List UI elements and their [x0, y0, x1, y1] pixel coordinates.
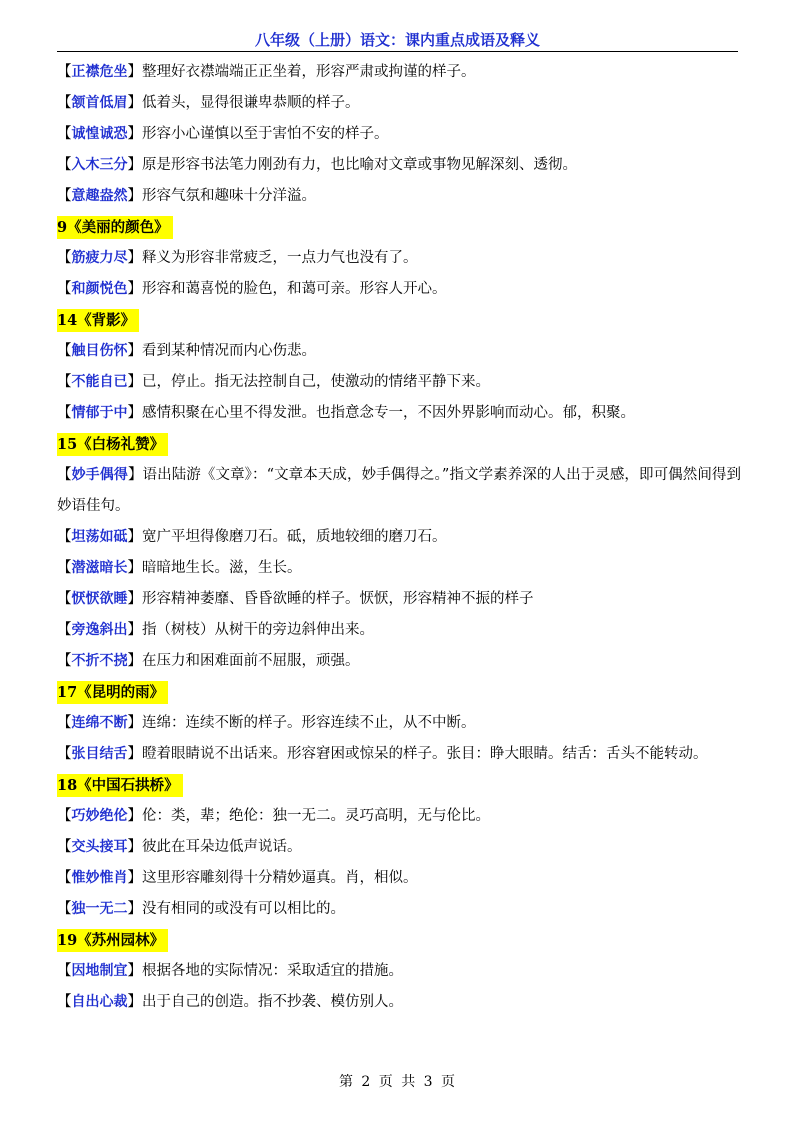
idiom-term: 和颜悦色 — [71, 281, 128, 297]
idiom-entry — [57, 336, 741, 367]
lesson-heading-label: 15《白杨礼赞》 — [57, 433, 168, 456]
idiom-entry — [57, 739, 741, 770]
lesson-heading — [57, 925, 741, 956]
idiom-entry — [57, 646, 741, 677]
idiom-term: 妙手偶得 — [71, 467, 128, 483]
bracket-open: 【 — [57, 870, 72, 886]
idiom-entry — [57, 243, 741, 274]
idiom-definition: 瞪着眼睛说不出话来。形容窘困或惊呆的样子。张目：睁大眼睛。结舌：舌头不能转动。 — [142, 746, 708, 762]
bracket-close: 】 — [127, 808, 142, 824]
idiom-term: 巧妙绝伦 — [71, 808, 128, 824]
idiom-term: 因地制宜 — [71, 963, 128, 979]
bracket-open: 【 — [57, 405, 72, 421]
idiom-term: 不折不挠 — [71, 653, 128, 669]
bracket-close: 】 — [127, 405, 142, 421]
idiom-term: 正襟危坐 — [71, 64, 128, 80]
idiom-definition: 整理好衣襟端端正正坐着，形容严肃或拘谨的样子。 — [142, 64, 476, 80]
bracket-close: 】 — [127, 839, 142, 855]
idiom-definition: 出于自己的创造。指不抄袭、模仿别人。 — [142, 994, 403, 1010]
idiom-entry — [57, 57, 741, 88]
idiom-entry — [57, 274, 741, 305]
page-number: 第 2 页 共 3 页 — [338, 1074, 456, 1090]
idiom-entry — [57, 181, 741, 212]
idiom-definition: 根据各地的实际情况：采取适宜的措施。 — [142, 963, 403, 979]
idiom-entry — [57, 150, 741, 181]
header-divider — [57, 51, 738, 52]
lesson-heading — [57, 212, 741, 243]
bracket-open: 【 — [57, 839, 72, 855]
idiom-definition: 形容小心谨慎以至于害怕不安的样子。 — [142, 126, 389, 142]
lesson-heading-label: 18《中国石拱桥》 — [57, 774, 183, 797]
lesson-heading — [57, 429, 741, 460]
idiom-definition: 形容精神萎靡、昏昏欲睡的样子。恹恹，形容精神不振的样子 — [142, 591, 534, 607]
idiom-definition: 暗暗地生长。滋，生长。 — [142, 560, 302, 576]
bracket-open: 【 — [57, 591, 72, 607]
idiom-entry — [57, 553, 741, 584]
idiom-term: 惟妙惟肖 — [71, 870, 128, 886]
idiom-entry — [57, 863, 741, 894]
idiom-entry — [57, 367, 741, 398]
idiom-entry — [57, 801, 741, 832]
bracket-open: 【 — [57, 560, 72, 576]
idiom-definition: 释义为形容非常疲乏，一点力气也没有了。 — [142, 250, 418, 266]
idiom-definition: 感情积聚在心里不得发泄。也指意念专一，不因外界影响而动心。郁，积聚。 — [142, 405, 635, 421]
bracket-open: 【 — [57, 188, 72, 204]
bracket-close: 】 — [127, 157, 142, 173]
idiom-term: 恹恹欲睡 — [71, 591, 128, 607]
idiom-term: 旁逸斜出 — [71, 622, 128, 638]
bracket-open: 【 — [57, 467, 72, 483]
bracket-open: 【 — [57, 95, 72, 111]
idiom-definition: 指（树枝）从树干的旁边斜伸出来。 — [142, 622, 374, 638]
lesson-heading-label: 19《苏州园林》 — [57, 929, 168, 952]
idiom-definition: 宽广平坦得像磨刀石。砥，质地较细的磨刀石。 — [142, 529, 447, 545]
bracket-close: 】 — [127, 529, 142, 545]
idiom-term: 入木三分 — [71, 157, 128, 173]
bracket-open: 【 — [57, 343, 72, 359]
idiom-definition: 这里形容雕刻得十分精妙逼真。肖，相似。 — [142, 870, 418, 886]
idiom-definition: 语出陆游《文章》：“文章本天成，妙手偶得之。”指文学素养深的人出于灵感，即可偶然间得到妙语佳句。 — [57, 467, 742, 514]
bracket-close: 】 — [127, 343, 142, 359]
idiom-definition: 看到某种情况而内心伤悲。 — [142, 343, 316, 359]
idiom-term: 自出心裁 — [71, 994, 128, 1010]
idiom-term: 情郁于中 — [71, 405, 128, 421]
bracket-open: 【 — [57, 250, 72, 266]
lesson-heading — [57, 305, 741, 336]
bracket-open: 【 — [57, 901, 72, 917]
lesson-heading — [57, 677, 741, 708]
idiom-entry — [57, 522, 741, 553]
lesson-heading — [57, 770, 741, 801]
idiom-term: 坦荡如砥 — [71, 529, 128, 545]
idiom-entry — [57, 398, 741, 429]
idiom-term: 不能自已 — [71, 374, 128, 390]
idiom-definition: 连绵：连续不断的样子。形容连续不止，从不中断。 — [142, 715, 476, 731]
idiom-entry — [57, 88, 741, 119]
bracket-close: 】 — [127, 374, 142, 390]
page-header-title: 八年级（上册）语文：课内重点成语及释义 — [254, 31, 540, 49]
idiom-definition: 低着头，显得很谦卑恭顺的样子。 — [142, 95, 360, 111]
idiom-entry — [57, 584, 741, 615]
lesson-heading-label: 17《昆明的雨》 — [57, 681, 168, 704]
idiom-entry — [57, 119, 741, 150]
bracket-close: 】 — [127, 126, 142, 142]
idiom-term: 颔首低眉 — [71, 95, 128, 111]
idiom-definition: 形容气氛和趣味十分洋溢。 — [142, 188, 316, 204]
bracket-close: 】 — [127, 994, 142, 1010]
idiom-definition: 在压力和困难面前不屈服，顽强。 — [142, 653, 360, 669]
bracket-open: 【 — [57, 529, 72, 545]
idiom-term: 意趣盎然 — [71, 188, 128, 204]
bracket-close: 】 — [127, 250, 142, 266]
idiom-definition: 已，停止。指无法控制自己，使激动的情绪平静下来。 — [142, 374, 490, 390]
bracket-close: 】 — [127, 591, 142, 607]
idiom-definition: 原是形容书法笔力刚劲有力，也比喻对文章或事物见解深刻、透彻。 — [142, 157, 577, 173]
bracket-open: 【 — [57, 808, 72, 824]
bracket-open: 【 — [57, 157, 72, 173]
idiom-term: 潜滋暗长 — [71, 560, 128, 576]
idiom-entry — [57, 832, 741, 863]
idiom-term: 触目伤怀 — [71, 343, 128, 359]
idiom-entry — [57, 460, 741, 522]
bracket-open: 【 — [57, 963, 72, 979]
bracket-open: 【 — [57, 622, 72, 638]
idiom-definition: 形容和蔼喜悦的脸色，和蔼可亲。形容人开心。 — [142, 281, 447, 297]
bracket-close: 】 — [127, 188, 142, 204]
idiom-definition: 没有相同的或没有可以相比的。 — [142, 901, 345, 917]
bracket-close: 】 — [127, 64, 142, 80]
bracket-open: 【 — [57, 374, 72, 390]
bracket-close: 】 — [127, 467, 143, 483]
bracket-open: 【 — [57, 653, 72, 669]
bracket-close: 】 — [127, 95, 142, 111]
bracket-close: 】 — [127, 901, 142, 917]
bracket-open: 【 — [57, 126, 72, 142]
bracket-close: 】 — [127, 281, 142, 297]
idiom-entry — [57, 894, 741, 925]
bracket-close: 】 — [127, 560, 142, 576]
bracket-open: 【 — [57, 994, 72, 1010]
idiom-definition: 伦：类，辈；绝伦：独一无二。灵巧高明，无与伦比。 — [142, 808, 490, 824]
idiom-entry — [57, 708, 741, 739]
lesson-heading-label: 9《美丽的颜色》 — [57, 216, 173, 239]
bracket-open: 【 — [57, 64, 72, 80]
idiom-definition: 彼此在耳朵边低声说话。 — [142, 839, 302, 855]
bracket-close: 】 — [127, 746, 142, 762]
bracket-close: 】 — [127, 870, 142, 886]
lesson-heading-label: 14《背影》 — [57, 309, 139, 332]
idiom-term: 交头接耳 — [71, 839, 128, 855]
bracket-close: 】 — [127, 622, 142, 638]
idiom-entry — [57, 987, 741, 1018]
bracket-close: 】 — [127, 963, 142, 979]
bracket-open: 【 — [57, 715, 72, 731]
bracket-close: 】 — [127, 653, 142, 669]
idiom-term: 筋疲力尽 — [71, 250, 128, 266]
bracket-open: 【 — [57, 746, 72, 762]
idiom-term: 连绵不断 — [71, 715, 128, 731]
idiom-term: 张目结舌 — [71, 746, 128, 762]
bracket-close: 】 — [127, 715, 142, 731]
idiom-entry — [57, 615, 741, 646]
idiom-entry — [57, 956, 741, 987]
idiom-term: 独一无二 — [71, 901, 128, 917]
idiom-term: 诚惶诚恐 — [71, 126, 128, 142]
bracket-open: 【 — [57, 281, 72, 297]
idiom-list — [57, 57, 741, 1018]
